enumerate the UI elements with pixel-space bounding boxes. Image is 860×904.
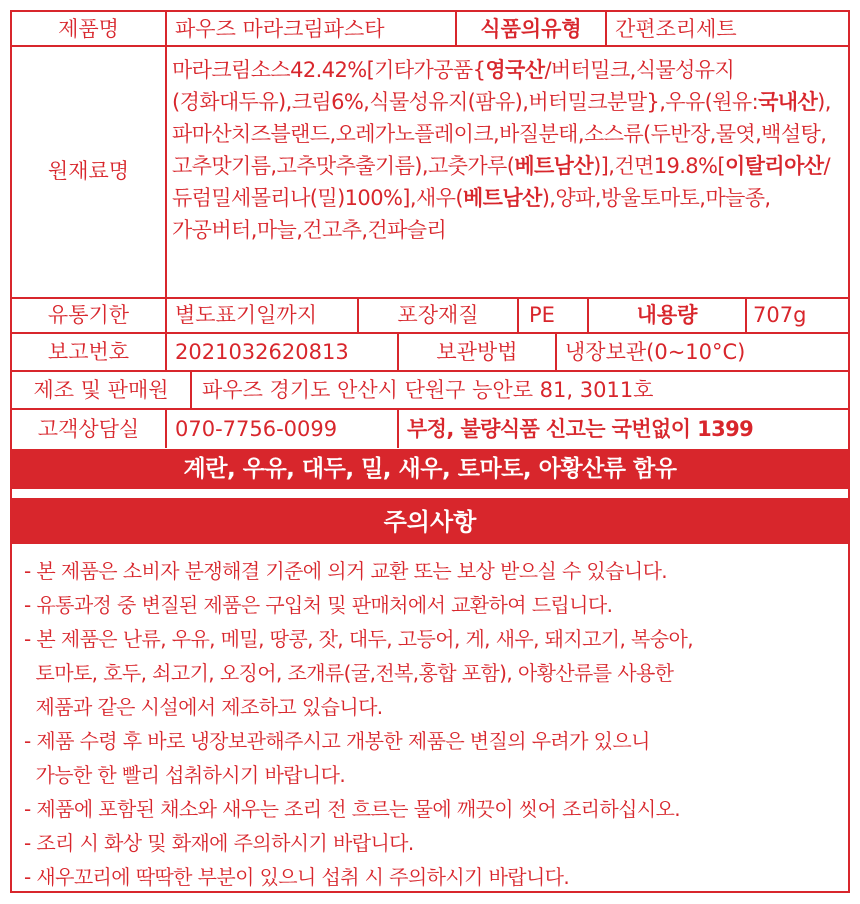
food-type-value: 간편조리세트 xyxy=(615,17,737,41)
caution-item: - 제품 수령 후 바로 냉장보관해주시고 개봉한 제품은 변질의 우려가 있으니 가능한 한 빨리 섭취하시기 바랍니다. xyxy=(24,729,650,787)
table-divider xyxy=(12,332,848,334)
maker-label: 제조 및 판매원 xyxy=(33,378,169,402)
volume-label: 내용량 xyxy=(636,303,698,327)
storage-value: 냉장보관(0~10°C) xyxy=(565,340,746,364)
origin-highlight: 베트남산 xyxy=(514,154,594,178)
origin-highlight: 베트남산 xyxy=(462,186,542,210)
maker-value: 파우즈 경기도 안산시 단원구 능안로 81, 3011호 xyxy=(202,378,654,402)
ingredient-text: ),파마산치즈블랜드,오레가노플레이크,바질분태,소스류(두반장,물엿,백설탕,고추맛기름,고추맛추출기름),고춧가루( xyxy=(172,90,831,178)
food-type-label: 식품의유형 xyxy=(480,17,582,41)
table-divider xyxy=(165,408,167,448)
caution-list xyxy=(24,554,844,894)
origin-highlight: 영국산 xyxy=(485,58,545,82)
cs-phone: 070-7756-0099 xyxy=(175,417,338,441)
allergy-banner: 계란, 우유, 대두, 밀, 새우, 토마토, 아황산류 함유 xyxy=(10,449,850,489)
shelf-life-label: 유통기한 xyxy=(47,303,130,327)
caution-item: - 본 제품은 난류, 우유, 메밀, 땅콩, 잣, 대두, 고등어, 게, 새우, 돼지고기, 복숭아, 토마토, 호두, 쇠고기, 오징어, 조개류(굴,전복,홍합 포함), 아황산류를 사용한 제품과 같은 시설에서 제조하고 있습니다. xyxy=(24,627,693,719)
cs-label: 고객상담실 xyxy=(37,417,140,441)
table-divider xyxy=(12,297,848,299)
table-divider xyxy=(190,370,192,408)
table-divider xyxy=(605,12,607,45)
table-divider xyxy=(555,332,557,370)
caution-title: 주의사항 xyxy=(12,500,848,544)
shelf-life-value: 별도표기일까지 xyxy=(175,303,318,327)
table-divider xyxy=(165,332,167,370)
origin-highlight: 국내산 xyxy=(758,90,818,114)
caution-item: - 본 제품은 소비자 분쟁해결 기준에 의거 교환 또는 보상 받으실 수 있습니다. xyxy=(24,559,668,583)
table-divider xyxy=(397,408,399,448)
caution-item: - 제품에 포함된 채소와 새우는 조리 전 흐르는 물에 깨끗이 씻어 조리하십시오. xyxy=(24,797,681,821)
packaging-value: PE xyxy=(529,303,555,327)
storage-label: 보관방법 xyxy=(436,340,518,364)
caution-box xyxy=(10,498,850,893)
report-no-label: 보고번호 xyxy=(47,340,130,364)
ingredients-label: 원재료명 xyxy=(47,159,130,183)
origin-highlight: 이탈리아산 xyxy=(725,154,824,178)
ingredient-text: 마라크림소스42.42%[기타가공품{ xyxy=(172,58,486,82)
volume-value: 707g xyxy=(753,303,807,327)
table-divider xyxy=(12,370,848,372)
caution-item: - 유통과정 중 변질된 제품은 구입처 및 판매처에서 교환하여 드립니다. xyxy=(24,593,613,617)
caution-item: - 조리 시 화상 및 화재에 주의하시기 바랍니다. xyxy=(24,831,414,855)
ingredient-text: ),양파,방울토마토,마늘종,가공버터,마늘,건고추,건파슬리 xyxy=(172,186,771,242)
product-name-value: 파우즈 마라크림파스타 xyxy=(175,17,385,41)
ingredient-text: /버터밀크,식물성유지(경화대두유),크림6%,식물성유지(팜유),버터밀크분말},우유(원유: xyxy=(172,58,759,114)
report-no-value: 2021032620813 xyxy=(175,340,349,364)
ingredient-text: /듀럼밀세몰리나(밀)100%],새우( xyxy=(172,154,830,210)
ingredients-value xyxy=(172,54,848,246)
table-divider xyxy=(12,408,848,410)
report-notice: 부정, 불량식품 신고는 국번없이 1399 xyxy=(407,417,754,441)
table-divider xyxy=(745,297,747,332)
table-divider xyxy=(165,12,167,332)
caution-item: - 새우꼬리에 딱딱한 부분이 있으니 섭취 시 주의하시기 바랍니다. xyxy=(24,865,570,889)
packaging-label: 포장재질 xyxy=(397,303,479,327)
table-divider xyxy=(517,297,519,332)
table-divider xyxy=(12,45,848,47)
product-info-table xyxy=(10,10,850,500)
product-name-label: 제품명 xyxy=(58,17,119,41)
ingredient-text: )],건면19.8%[ xyxy=(593,154,726,178)
